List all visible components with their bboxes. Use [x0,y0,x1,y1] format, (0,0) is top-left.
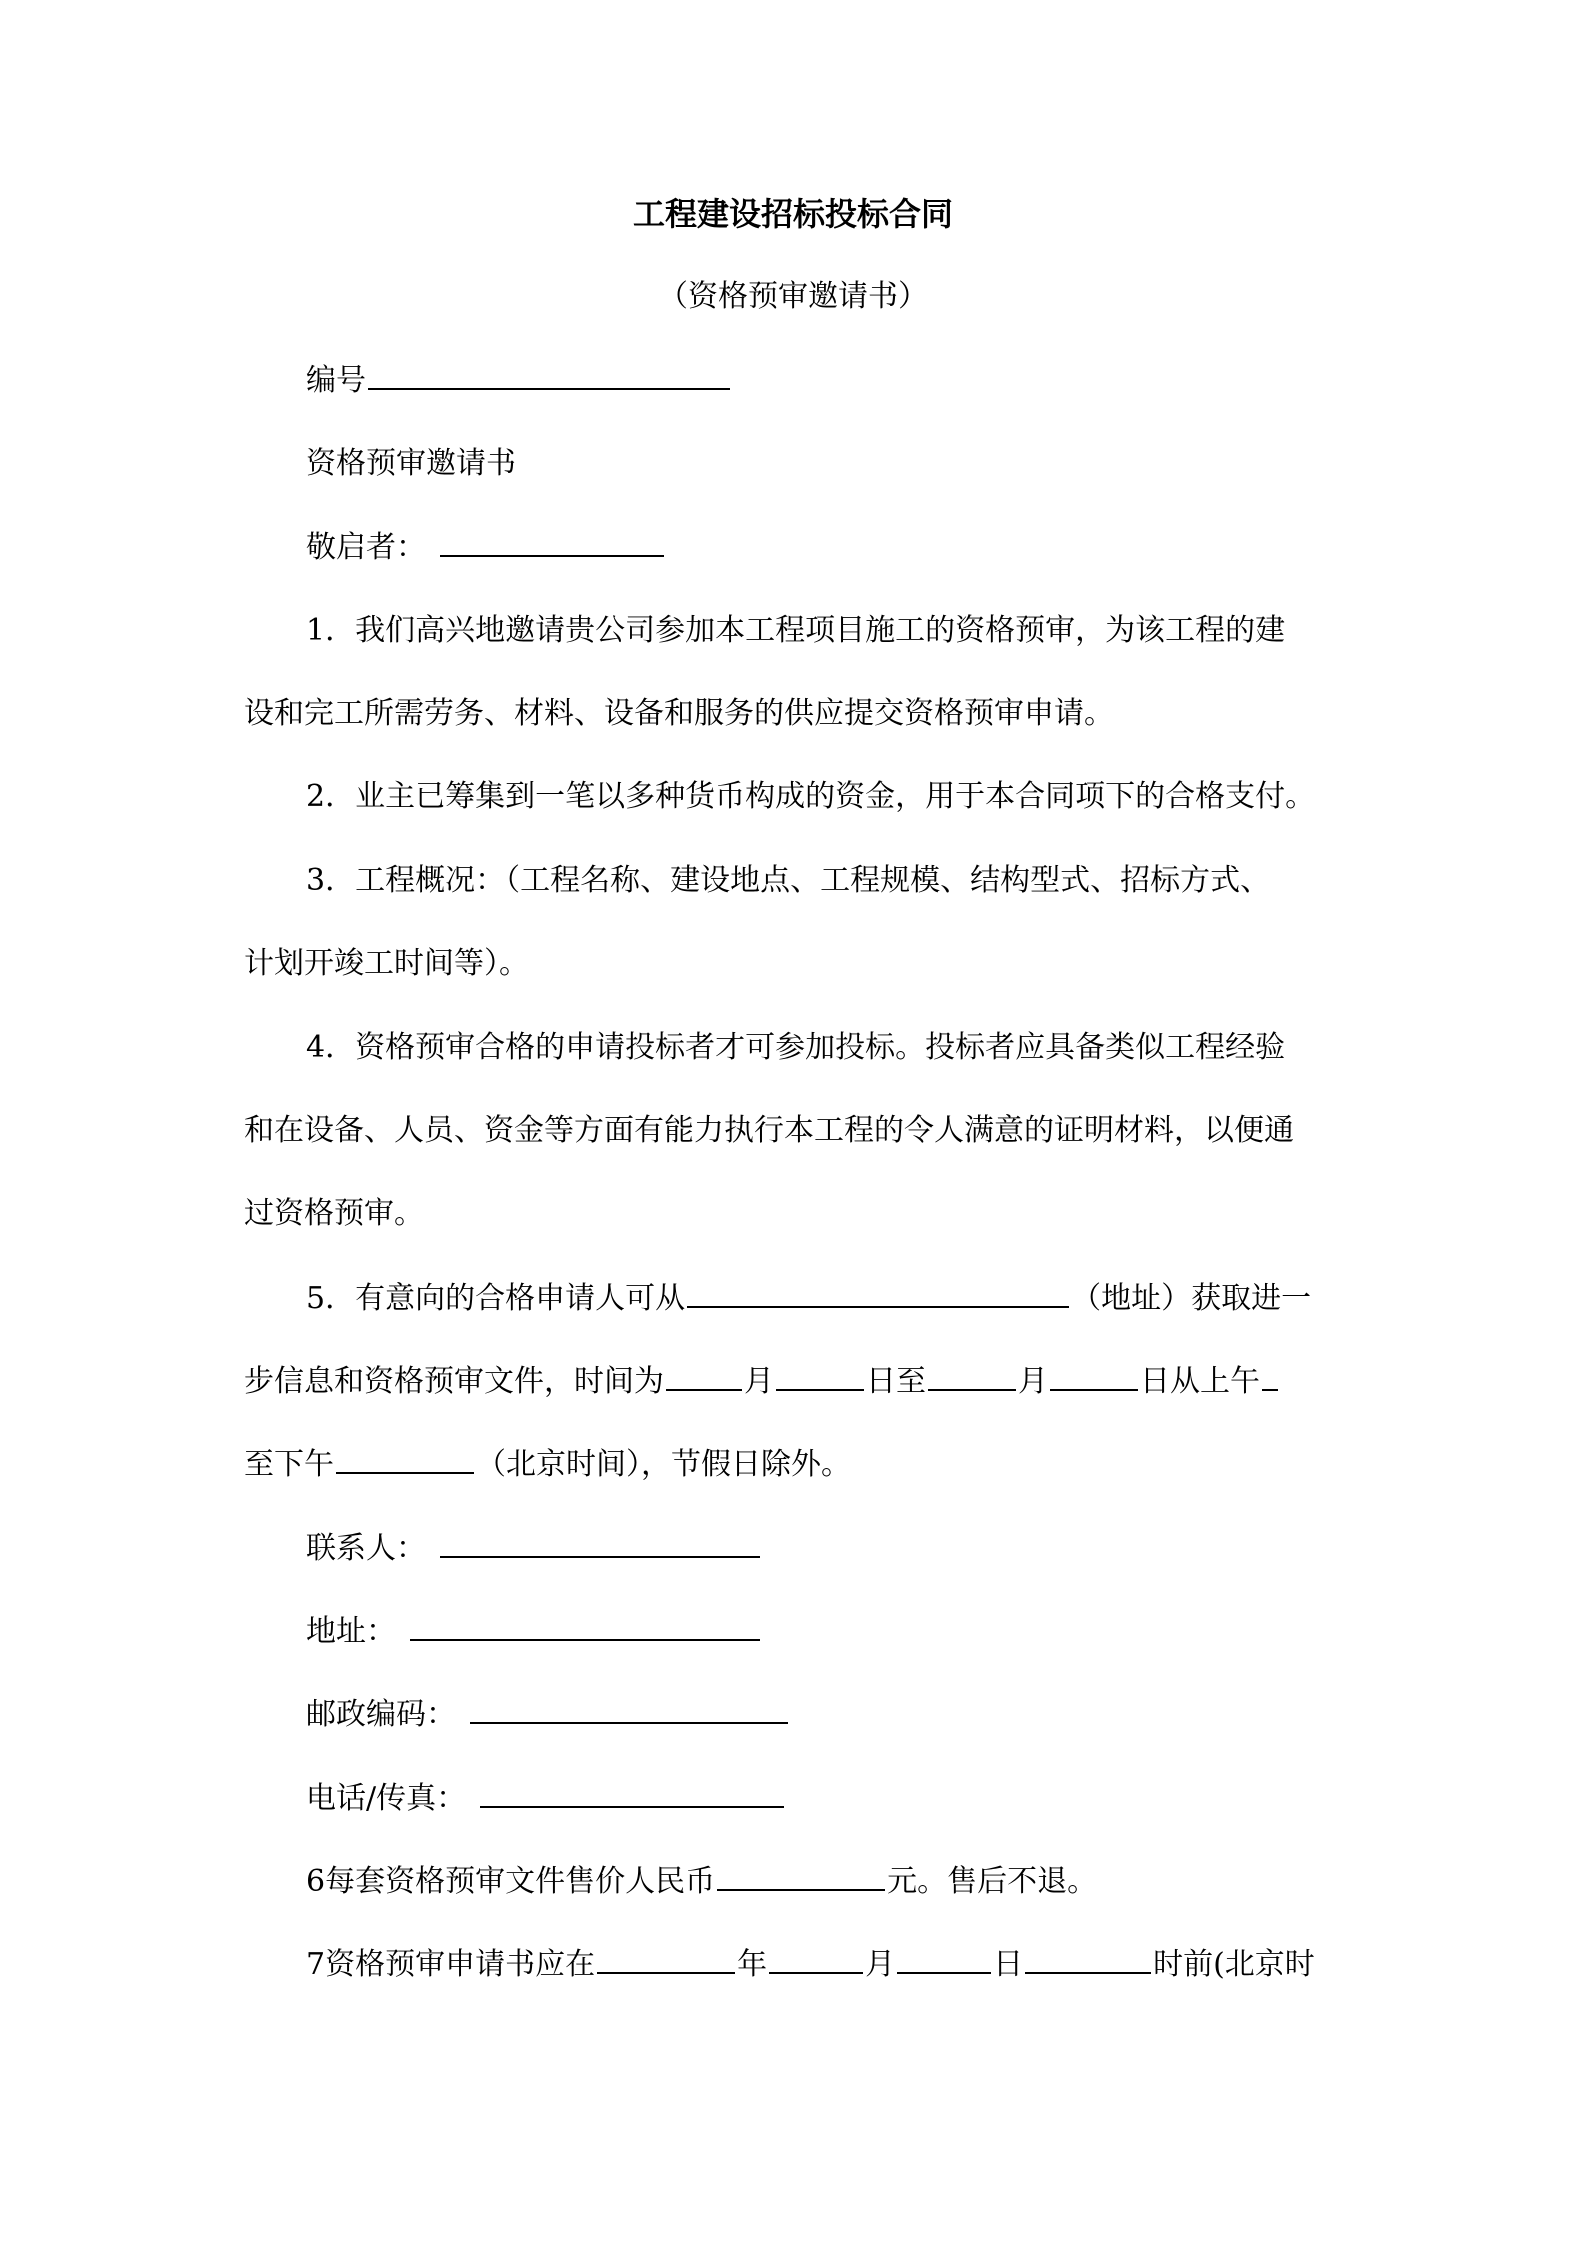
paragraph-3-line-1: 3．工程概况：（工程名称、建设地点、工程规模、结构型式、招标方式、 [306,863,1271,898]
paragraph-5-line-1 [306,1278,1311,1319]
p5-pm-label: 至下午 [244,1447,334,1482]
p5-month-start-blank [666,1361,742,1391]
postcode-label: 邮政编码： [306,1697,456,1732]
p5-month-end-blank [928,1361,1016,1391]
p5-month-label-1: 月 [744,1364,774,1399]
salutation-label: 敬启者： [306,530,426,565]
phone-row [306,1778,786,1819]
number-row [306,360,732,401]
postcode-blank [470,1694,788,1724]
paragraph-1-line-1: 1．我们高兴地邀请贵公司参加本工程项目施工的资格预审，为该工程的建 [306,613,1286,648]
number-blank [368,360,730,390]
heading: 资格预审邀请书 [306,446,516,481]
salutation-row [306,527,666,568]
paragraph-2: 2．业主已筹集到一笔以多种货币构成的资金，用于本合同项下的合格支付。 [306,779,1316,814]
paragraph-7 [306,1944,1315,1985]
document-title: 工程建设招标投标合同 [632,195,953,233]
p7-hour-blank [1025,1944,1151,1974]
p6-text-b: 元。售后不退。 [887,1864,1098,1899]
p5-am-label: 日从上午 [1140,1364,1260,1399]
p7-month-blank [769,1944,863,1974]
paragraph-3-line-2: 计划开竣工时间等）。 [244,946,529,981]
contact-row [306,1528,762,1569]
p5-text-b: （地址）获取进一 [1071,1281,1312,1316]
address-label: 地址： [306,1614,396,1649]
paragraph-5-line-2 [244,1361,1280,1402]
paragraph-1-line-2: 设和完工所需劳务、材料、设备和服务的供应提交资格预审申请。 [244,696,1114,731]
p6-price-blank [717,1861,885,1891]
p5-am-blank [1262,1361,1278,1391]
postcode-row [306,1694,790,1735]
p7-year-blank [597,1944,735,1974]
p5-text-a: 5．有意向的合格申请人可从 [306,1281,686,1316]
p5-pm-blank [336,1444,474,1474]
paragraph-6 [306,1861,1097,1902]
document-subtitle: （资格预审邀请书） [658,279,928,314]
p6-text-a: 6每套资格预审文件售价人民币 [306,1864,716,1899]
contact-blank [440,1528,760,1558]
paragraph-4-line-1: 4．资格预审合格的申请投标者才可参加投标。投标者应具备类似工程经验 [306,1030,1286,1065]
address-blank [410,1611,760,1641]
p5-line3-text: （北京时间），节假日除外。 [476,1447,851,1482]
p5-line2-text: 步信息和资格预审文件，时间为 [244,1364,664,1399]
phone-label: 电话/传真： [306,1781,467,1816]
p7-day-label: 日 [993,1947,1024,1982]
p7-year-label: 年 [737,1947,768,1982]
p5-address-blank [687,1278,1069,1308]
phone-blank [480,1778,784,1808]
p5-month-label-2: 月 [1018,1364,1048,1399]
p7-day-blank [897,1944,991,1974]
paragraph-5-line-3 [244,1444,851,1485]
p7-text-b: 时前(北京时 [1153,1947,1315,1982]
p5-day-start-blank [776,1361,864,1391]
p5-day-end-blank [1050,1361,1138,1391]
address-row [306,1611,762,1652]
p7-month-label: 月 [865,1947,896,1982]
salutation-blank [440,527,664,557]
p7-text-a: 7资格预审申请书应在 [306,1947,596,1982]
number-label: 编号 [306,363,366,398]
paragraph-4-line-2: 和在设备、人员、资金等方面有能力执行本工程的令人满意的证明材料，以便通 [244,1113,1294,1148]
contact-label: 联系人： [306,1531,426,1566]
paragraph-4-line-3: 过资格预审。 [244,1196,424,1231]
p5-day-to-label: 日至 [866,1364,926,1399]
